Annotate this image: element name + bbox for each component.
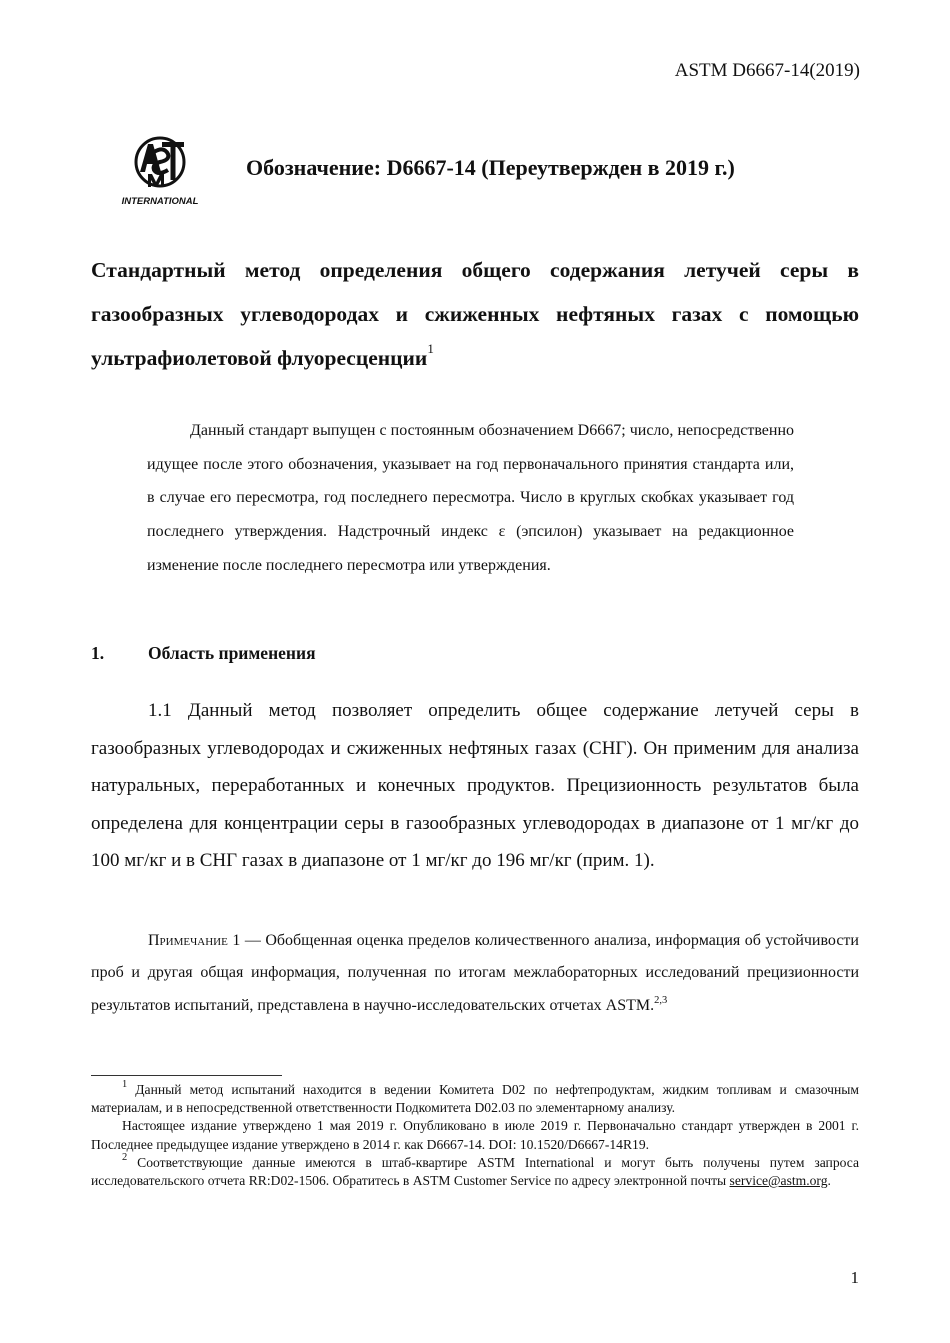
footnote-1-edition: Настоящее издание утверждено 1 мая 2019 г. Опубликовано в июле 2019 г. Первоначально стандарт утвержден в 2001 г. Последнее предыдущее издание утверждено в 2014 г. как D6667-14. DOI: 10.1520/D6667-14R19.: [91, 1118, 859, 1152]
paragraph-1-1: 1.1 Данный метод позволяет определить общее содержание летучей серы в газообразных углеводородах и сжиженных нефтяных газах (СНГ). Он применим для анализа натуральных, переработанных и конечных продуктов. Прецизионность результатов была определена для концентрации серы в газообразных углеводородах в диапазоне от 1 мг/кг до 100 мг/кг и в СНГ газах в диапазоне от 1 мг/кг до 196 мг/кг (прим. 1).: [91, 700, 859, 872]
email-link[interactable]: service@astm.org: [729, 1173, 828, 1189]
title-text: Стандартный метод определения общего содержания летучей серы в газообразных углеводородах и сжиженных нефтяных газах с помощью ультрафиолетовой флуоресценции: [91, 258, 859, 370]
designation-heading: Обозначение: D6667-14 (Переутвержден в 2019 г.): [246, 155, 735, 180]
note-label: Примечание 1: [148, 932, 241, 949]
note-1: [91, 925, 859, 1022]
astm-logo: [118, 132, 202, 208]
footnotes: [91, 1081, 859, 1190]
footnote-1: [91, 1081, 859, 1117]
footnote-2-number: 2: [122, 1151, 128, 1163]
footnote-2: [91, 1151, 859, 1190]
issuance-note: Данный стандарт выпущен с постоянным обозначением D6667; число, непосредственно идущее после этого обозначения, указывает на год первоначального принятия стандарта или, в случае его пересмотра, год последнего пересмотра. Число в круглых скобках указывает год последнего утверждения. Надстрочный индекс ε (эпсилон) указывает на редакционное изменение после последнего пересмотра или утверждения.: [147, 422, 794, 574]
section-number: 1.: [91, 643, 105, 663]
document-title: [91, 248, 859, 380]
logo-text: INTERNATIONAL: [121, 196, 199, 207]
footnote-divider: [91, 1075, 282, 1076]
footnote-1-number: 1: [122, 1079, 128, 1090]
section-title: Область применения: [148, 643, 316, 663]
note-text: — Обобщенная оценка пределов количественного анализа, информация об устойчивости проб и другая общая информация, полученная по итогам межлабораторных исследований прецизионности результатов испытаний, представлена в научно-исследовательских отчетах ASTM.: [91, 932, 859, 1014]
footnote-2-text: Соответствующие данные имеются в штаб-квартире ASTM International и могут быть получены путем запроса исследовательского отчета RR:D02-1506. Обратитесь в ASTM Customer Service по адресу электронной почты: [91, 1154, 859, 1189]
title-footnote-ref[interactable]: 1: [427, 341, 434, 356]
footnote-2-end: .: [827, 1173, 831, 1189]
note-footnote-refs[interactable]: 2,3: [654, 994, 668, 1006]
page-number: 1: [850, 1268, 859, 1287]
document-code-header: ASTM D6667-14(2019): [674, 60, 860, 81]
footnote-1-text: Данный метод испытаний находится в ведении Комитета D02 по нефтепродуктам, жидким топливам и смазочным материалам, и в непосредственной ответственности Подкомитета D02.03 по элементарному анализу.: [91, 1082, 859, 1116]
